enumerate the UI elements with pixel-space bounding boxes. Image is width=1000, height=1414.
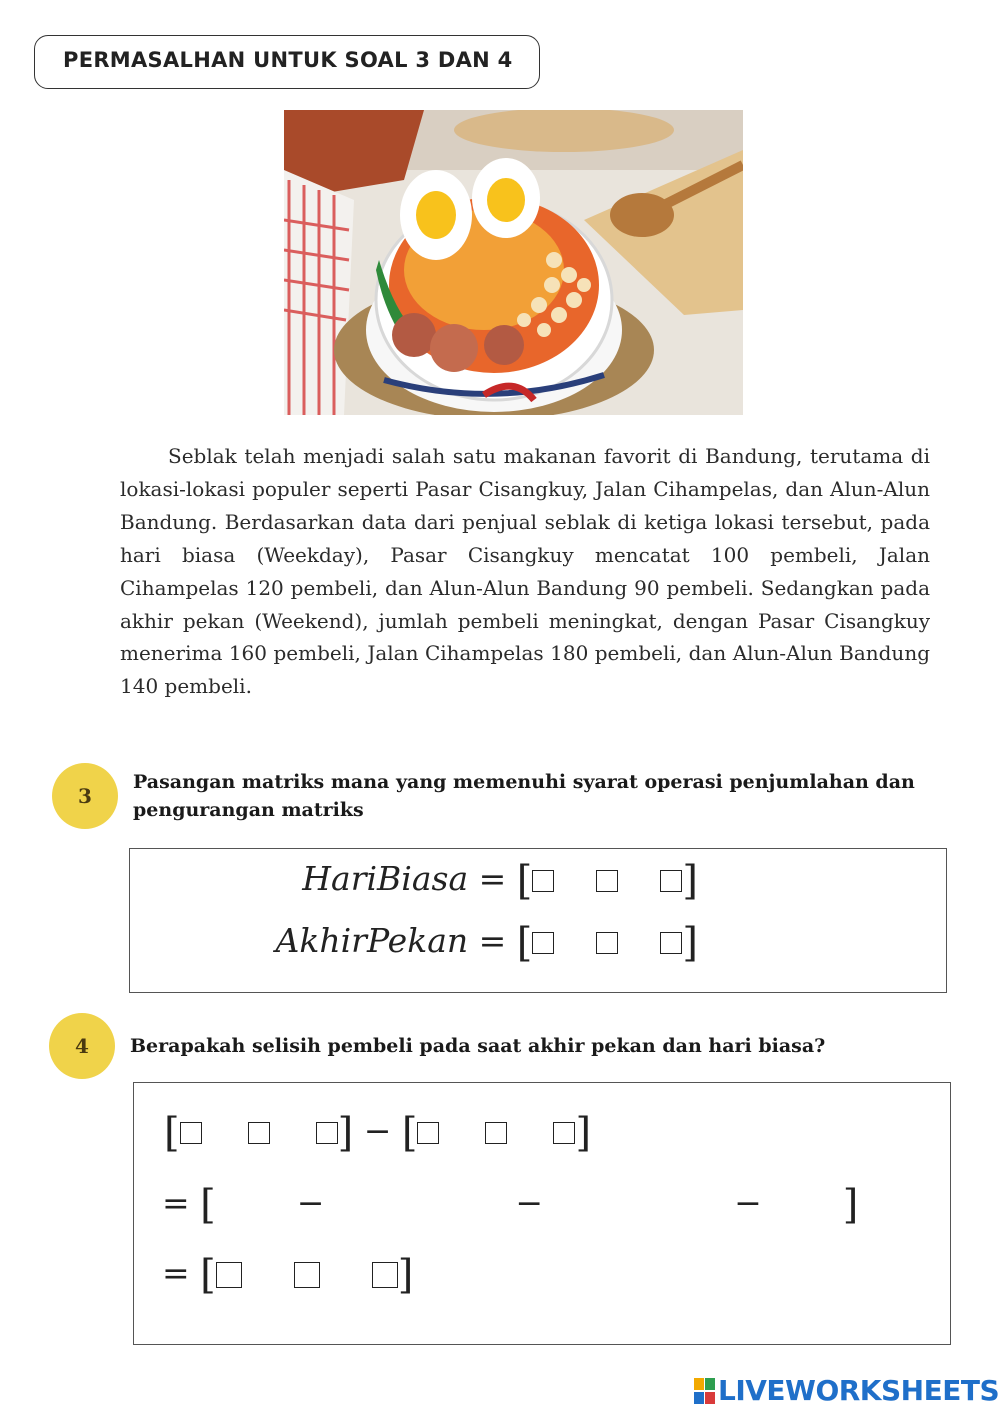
matrix-bracket-right: ]	[575, 1110, 592, 1156]
answer-field[interactable]	[316, 1122, 338, 1144]
answer-field[interactable]	[216, 1262, 242, 1288]
minus-sign: −	[363, 1111, 392, 1150]
answer-field[interactable]	[660, 932, 682, 954]
question-3-number-badge	[52, 763, 118, 829]
answer-field[interactable]	[180, 1122, 202, 1144]
matrix-bracket-left: [	[516, 858, 533, 904]
answer-field[interactable]	[417, 1122, 439, 1144]
question-4-text: Berapakah selisih pembeli pada saat akhir pekan dan hari biasa?	[130, 1035, 826, 1057]
result-row	[162, 1252, 414, 1298]
answer-field[interactable]	[596, 870, 618, 892]
answer-field[interactable]	[553, 1122, 575, 1144]
equals-sign: =	[478, 921, 507, 960]
seblak-photo	[284, 110, 743, 415]
hari-biasa-equation	[302, 858, 698, 904]
matrix-bracket-right: ]	[337, 1110, 354, 1156]
subtraction-row	[164, 1110, 592, 1156]
answer-field[interactable]	[248, 1122, 270, 1144]
element-subtraction-row	[162, 1182, 859, 1228]
answer-field[interactable]	[294, 1262, 320, 1288]
matrix-bracket-right: ]	[397, 1252, 414, 1298]
matrix-bracket-left: [	[200, 1182, 216, 1228]
akhir-pekan-equation	[275, 920, 698, 966]
answer-field[interactable]	[660, 870, 682, 892]
matrix-bracket-left: [	[516, 920, 533, 966]
question-3-number: 3	[78, 784, 92, 808]
question-3-answer-box	[129, 848, 947, 993]
minus-sign: −	[515, 1183, 544, 1222]
answer-field[interactable]	[372, 1262, 398, 1288]
minus-sign: −	[296, 1183, 325, 1222]
equals-sign: =	[162, 1183, 190, 1222]
equals-sign: =	[478, 859, 507, 898]
liveworksheets-brand[interactable]: LIVEWORKSHEETS	[718, 1374, 1000, 1407]
answer-field[interactable]	[485, 1122, 507, 1144]
liveworksheets-logo-icon	[694, 1376, 716, 1406]
question-4-number-badge	[49, 1013, 115, 1079]
matrix-bracket-left: [	[200, 1252, 216, 1298]
question-4-number: 4	[75, 1034, 89, 1058]
answer-field[interactable]	[532, 932, 554, 954]
akhir-pekan-label: AkhirPekan	[275, 921, 469, 960]
minus-sign: −	[734, 1183, 762, 1222]
equals-sign: =	[162, 1253, 190, 1292]
section-header	[34, 35, 540, 89]
matrix-bracket-right: ]	[682, 920, 698, 966]
story-paragraph: Seblak telah menjadi salah satu makanan favorit di Bandung, terutama di lokasi-lokasi populer seperti Pasar Cisangkuy, Jalan Cihampelas, dan Alun-Alun Bandung. Berdasarkan data dari penjual seblak di ketiga lokasi tersebut, pada hari biasa (Weekday), Pasar Cisangkuy mencatat 100 pembeli, Jalan Cihampelas 120 pembeli, dan Alun-Alun Bandung 90 pembeli. Sedangkan pada akhir pekan (Weekend), jumlah pembeli meningkat, dengan Pasar Cisangkuy menerima 160 pembeli, Jalan Cihampelas 180 pembeli, dan Alun-Alun Bandung 140 pembeli.	[120, 444, 930, 699]
answer-field[interactable]	[532, 870, 554, 892]
question-4-answer-box	[133, 1082, 951, 1345]
matrix-bracket-right: ]	[682, 858, 698, 904]
question-3-text: Pasangan matriks mana yang memenuhi syarat operasi penjumlahan dan pengurangan matriks	[133, 771, 915, 821]
matrix-bracket-left: [	[164, 1110, 180, 1156]
section-title: PERMASALHAN UNTUK SOAL 3 DAN 4	[63, 48, 513, 72]
answer-field[interactable]	[596, 932, 618, 954]
matrix-bracket-left: [	[401, 1110, 418, 1156]
matrix-bracket-right: ]	[842, 1182, 859, 1228]
hari-biasa-label: HariBiasa	[302, 859, 469, 898]
